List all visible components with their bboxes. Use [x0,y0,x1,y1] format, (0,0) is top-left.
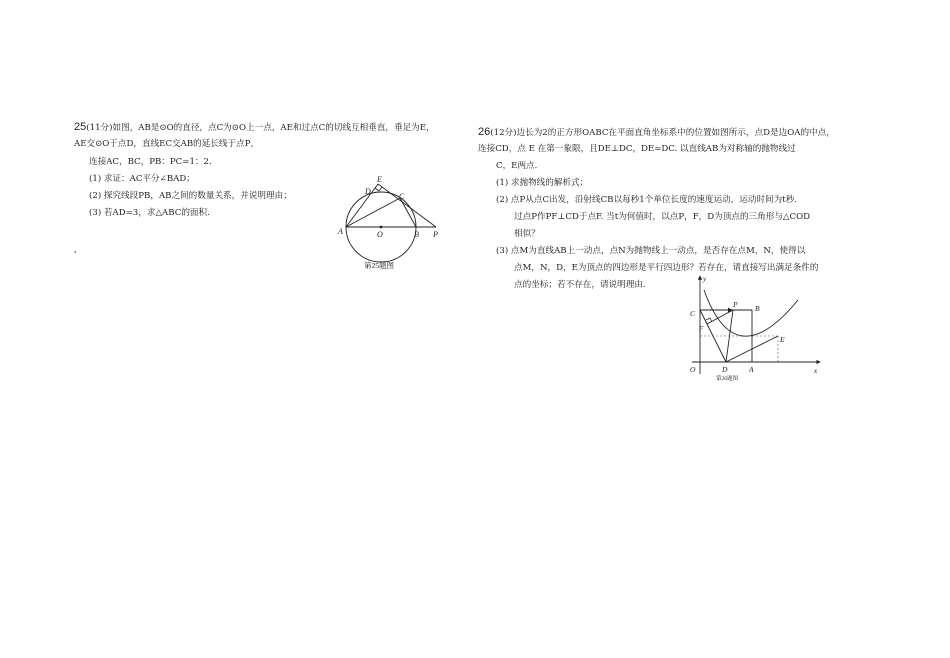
q25-line-AE [346,184,378,227]
q25-part-3: (3) 若AD=3，求△ABC的面积. [89,208,210,218]
q26-figure [680,272,830,382]
q25-right-angle-mark [375,187,382,191]
q26-parabola [704,290,798,336]
q25-label-D: D [365,187,371,196]
q26-stem-line3: C，E两点. [496,161,538,171]
q26-label-E: E [780,335,785,344]
q25-caption: 第25题图 [364,261,394,270]
q25-label-B: B [414,230,419,239]
q26-stem-line2: 连接CD，点 E 在第一象限，且DE⊥DC，DE=DC. 以直线AB为对称轴的抛物线过 [478,144,796,154]
q26-part-3b: 点M，N，D，E为顶点的四边形是平行四边形？若存在，请直接写出满足条件的 [514,263,819,273]
q25-label-O: O [377,230,383,239]
q26-stem-line1: 边长为2的正方形OABC在平面直角坐标系中的位置如图所示，点D是边OA的中点， [516,128,835,138]
q25-stem-line3: 连接AC，BC，PB：PC=1：2. [89,157,212,167]
q26-label-C: C [690,309,696,318]
q26-label-y: y [703,275,707,283]
q25-stem-line1: 如图，AB是⊙O的直径，点C为⊙O上一点，AE和过点C的切线互相垂直，垂足为E， [112,123,435,133]
q25-stem-line2: AE交⊙O于点D，直线EC交AB的延长线于点P， [74,139,260,149]
q26-label-O: O [690,365,696,374]
q25-points: (11分) [86,123,113,133]
q25-line-BC [400,198,416,227]
q26-label-x: x [814,367,818,375]
q25-label-C: C [399,192,405,201]
q25-label-E: E [377,175,382,184]
q25-label-P: P [433,230,438,239]
q25-number: 25 [74,121,87,133]
q25-center-dot [380,226,383,229]
q25-figure [335,170,450,275]
q26-points: (12分) [490,128,517,138]
q25-label-A: A [338,227,343,236]
q25-line-AC [346,198,400,227]
stray-mark: , [74,245,77,255]
q26-part-2c: 相似？ [514,229,540,239]
q26-label-P: P [733,300,738,309]
q26-label-B: B [755,304,760,313]
q26-part-3a: (3) 点M为直线AB上一动点，点N为抛物线上一动点，是否存在点M，N，使得以 [496,246,806,256]
q25-part-2: (2) 探究线段PB，AB之间的数量关系，并说明理由； [89,191,292,201]
q26-part-2a: (2) 点P从点C出发，沿射线CB以每秒1个单位长度的速度运动，运动时间为t秒. [496,195,798,205]
q25-part-1: (1) 求证：AC平分∠BAD； [89,174,195,184]
q26-label-A: A [749,365,754,374]
q26-label-F: F [699,325,704,333]
q26-part-1: (1) 求抛物线的解析式； [496,178,589,188]
q26-part-2b: 过点P作PF⊥CD于点F. 当t为何值时，以点P，F，D为顶点的三角形与△COD [514,212,811,222]
q26-label-D: D [722,365,728,374]
q26-part-3c: 点的坐标；若不存在，请说明理由. [514,280,646,290]
q26-caption: 第26题图 [716,376,739,382]
q26-number: 26 [478,126,491,138]
